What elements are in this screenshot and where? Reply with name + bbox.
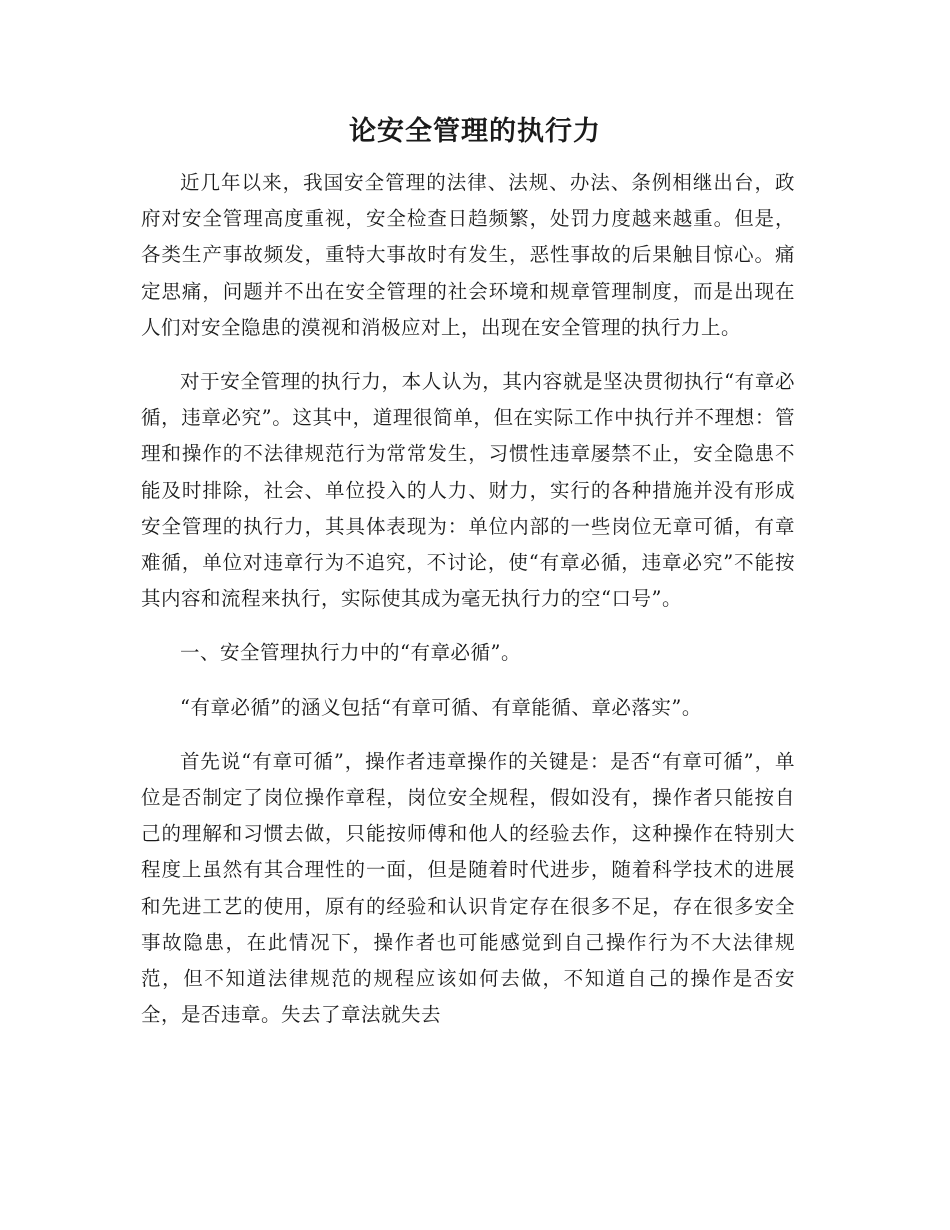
document-body	[141, 165, 795, 1051]
paragraph-definition: “有章必循”的涵义包括“有章可循、有章能循、章必落实”。	[180, 695, 702, 719]
paragraph-first-point: 首先说“有章可循”，操作者违章操作的关键是：是否“有章可循”，单位是否制定了岗位操作章程，岗位安全规程，假如没有，操作者只能按自己的理解和习惯去做，只能按师傅和他人的经验去作，这种操作在特别大程度上虽然有其合理性的一面，但是随着时代进步，随着科学技术的进展和先进工艺的使用，原有的经验和认识肯定存在很多不足，存在很多安全事故隐患，在此情况下，操作者也可能感觉到自己操作行为不大法律规范，但不知道法律规范的规程应该如何去做，不知道自己的操作是否安全，是否违章。失去了章法就失去	[141, 749, 795, 1027]
section-heading-one: 一、安全管理执行力中的“有章必循”。	[180, 641, 521, 665]
paragraph-intro: 近几年以来，我国安全管理的法律、法规、办法、条例相继出台，政府对安全管理高度重视，安全检查日趋频繁，处罚力度越来越重。但是，各类生产事故频发，重特大事故时有发生，恶性事故的后果触目惊心。痛定思痛，问题并不出在安全管理的社会环境和规章管理制度，而是出现在人们对安全隐患的漠视和消极应对上，出现在安全管理的执行力上。	[141, 171, 795, 339]
document-title: 论安全管理的执行力	[349, 116, 601, 147]
paragraph-execution: 对于安全管理的执行力，本人认为，其内容就是坚决贯彻执行“有章必循，违章必究”。这其中，道理很简单，但在实际工作中执行并不理想：管理和操作的不法律规范行为常常发生，习惯性违章屡禁不止，安全隐患不能及时排除，社会、单位投入的人力、财力，实行的各种措施并没有形成安全管理的执行力，其具体表现为：单位内部的一些岗位无章可循，有章难循，单位对违章行为不追究，不讨论，使“有章必循，违章必究”不能按其内容和流程来执行，实际使其成为毫无执行力的空“口号”。	[141, 370, 795, 611]
